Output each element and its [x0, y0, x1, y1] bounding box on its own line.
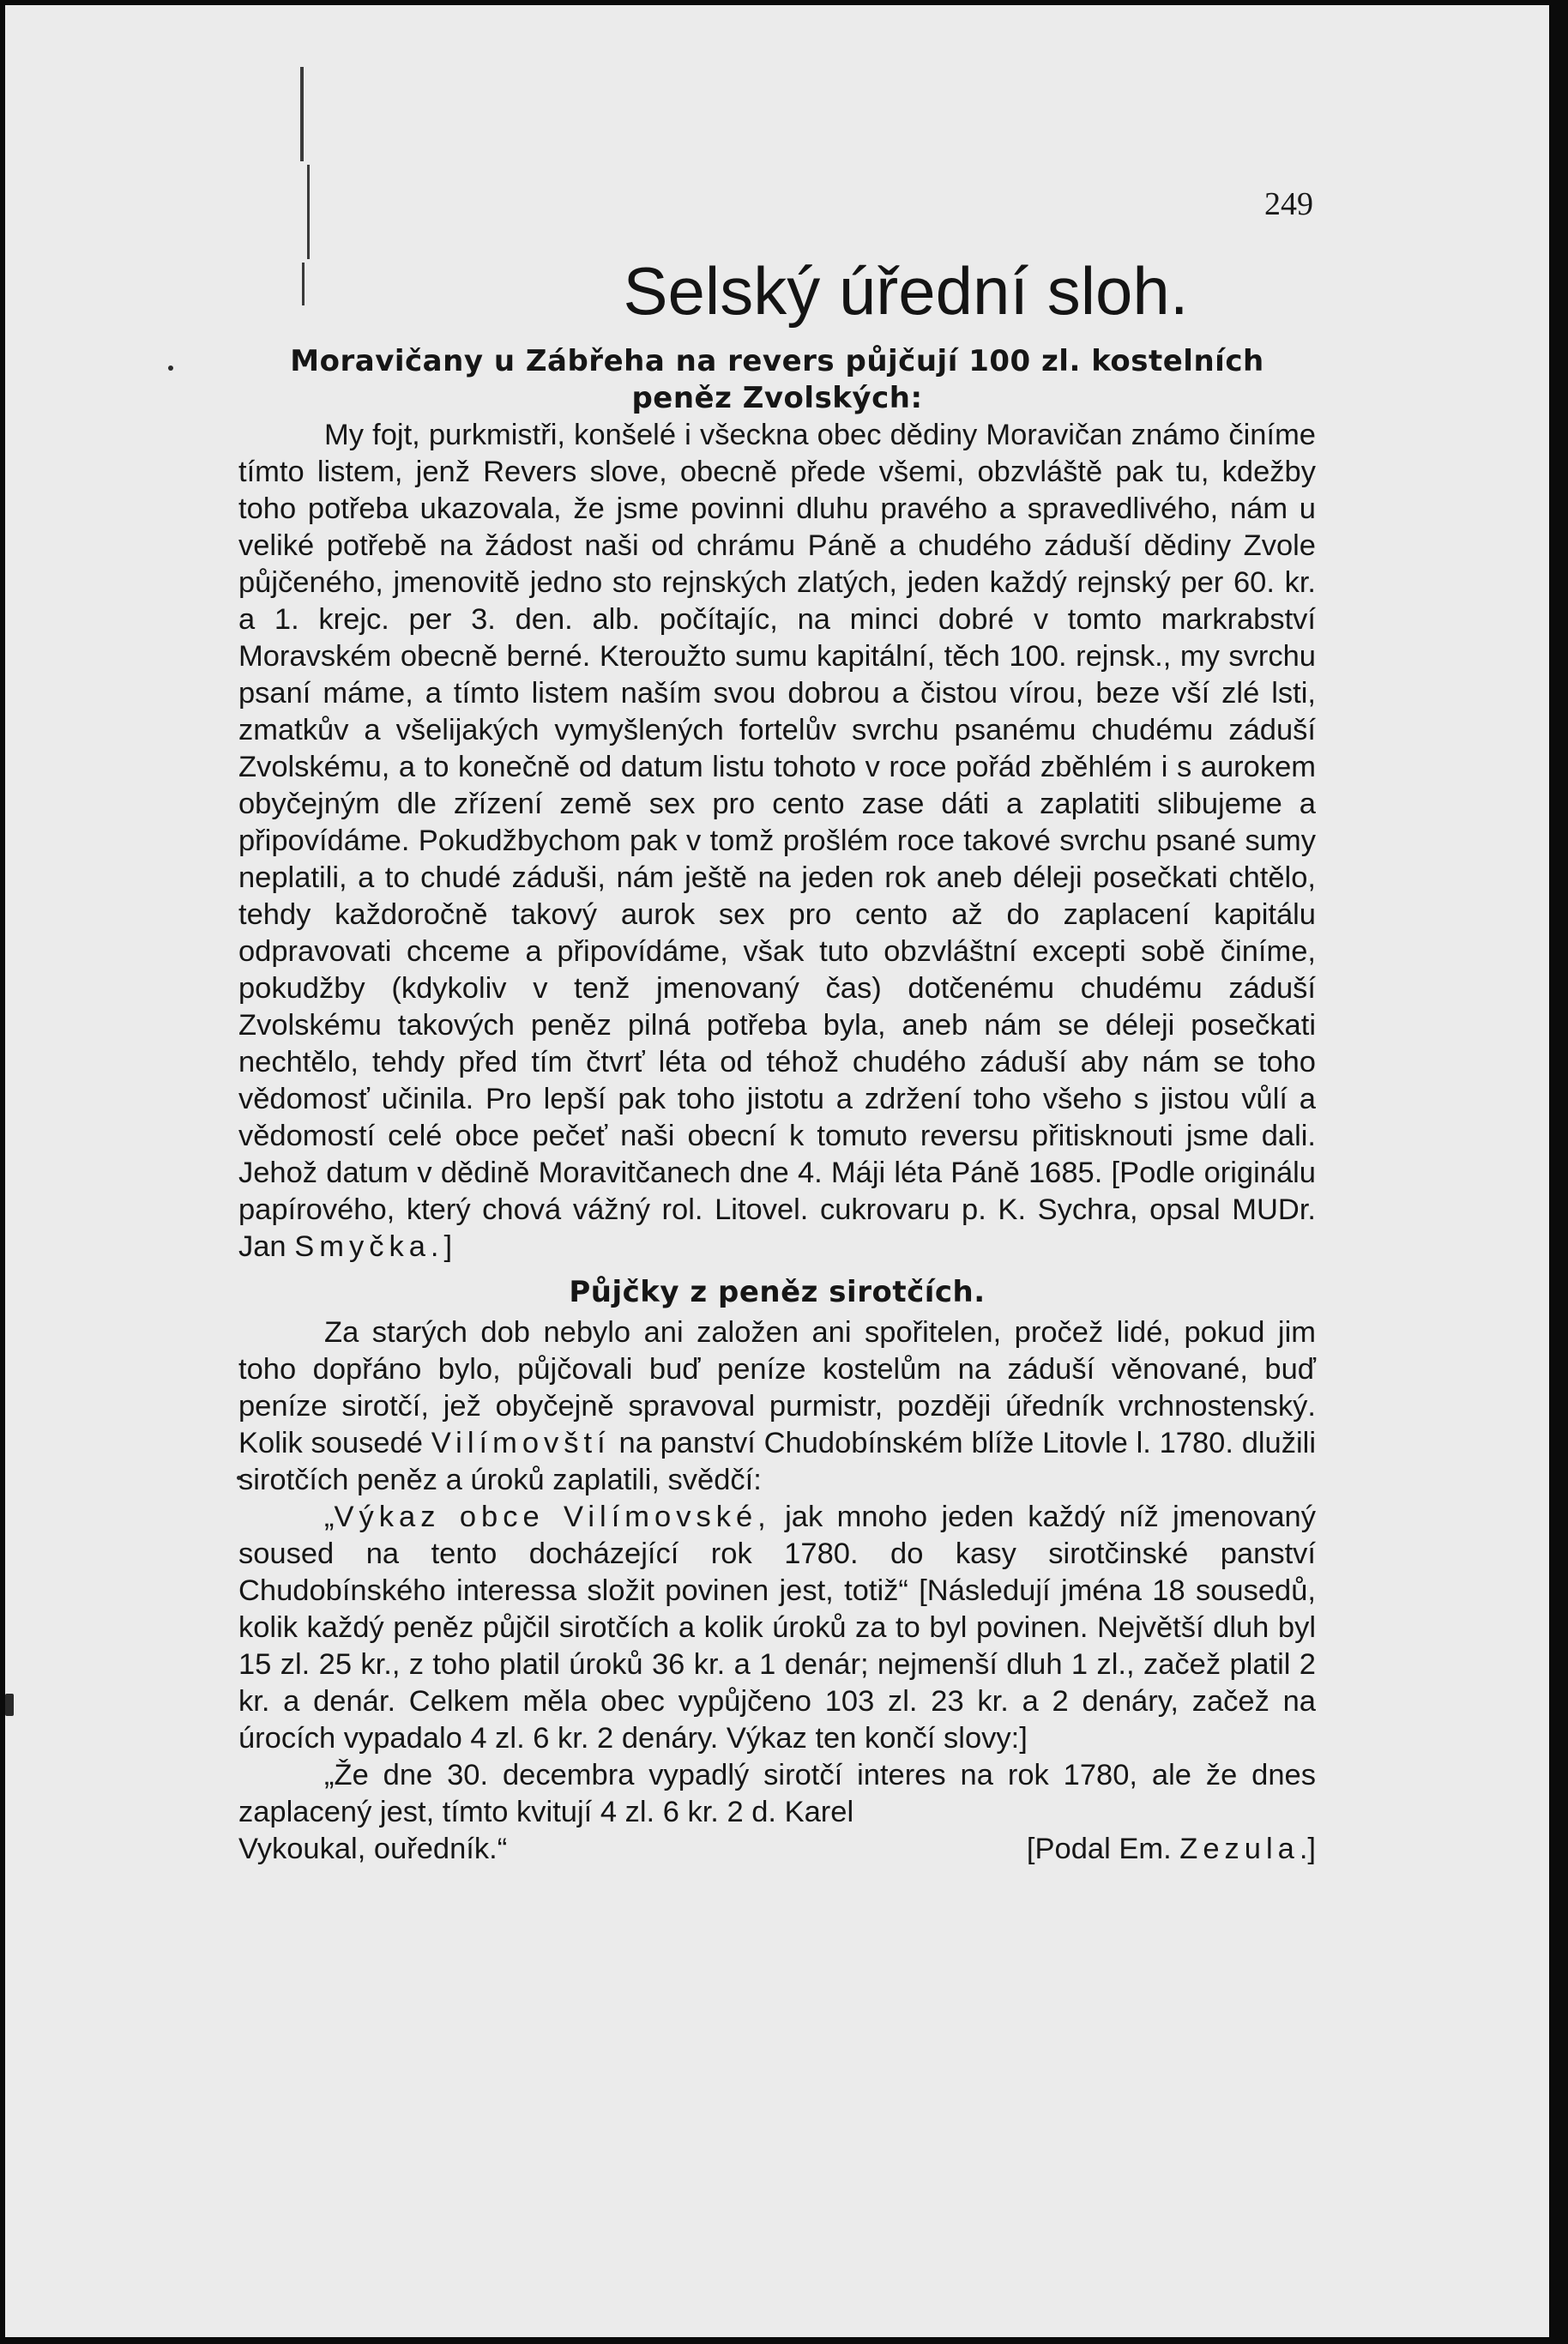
section-2-intro	[238, 1314, 1316, 1499]
page-title: Selský úřední sloh.	[623, 253, 1189, 329]
village-name: Vilímovští	[431, 1427, 611, 1459]
report-text: jak mnoho jeden každý níž jmenovaný soused na tento docházející rok 1780. do kasy sirotčinské panství Chudobínského interessa složit povinen jest, totiž“ [Následují jména 18 sousedů, kolik každý peněz půjčil sirotčích a kolik úroků za to byl povinen. Největší dluh byl 15 zl. 25 kr., z toho platil úroků 36 kr. a 1 denár; nejmenší dluh 1 zl., začež platil 2 kr. a denár. Celkem měla obec vypůjčeno 103 zl. 23 kr. a 2 denáry, začež na úrocích vypadalo 4 zl. 6 kr. 2 denáry. Výkaz ten končí slovy:]	[238, 1501, 1316, 1755]
credit-suffix: .]	[1299, 1833, 1316, 1865]
signature-line	[238, 1831, 1316, 1868]
intro-text-start: Za starých dob nebylo ani založen ani spořitelen, pročež lidé, pokud jim toho dopřáno bylo, půjčovali buď peníze kostelům na záduší věnované, buď peníze sirotčí, jež obyčejně spravoval purmistr, později úředník vrchnostenský. Kolik sousedé	[238, 1316, 1316, 1459]
section-2-heading: Půjčky z peněz sirotčích.	[569, 1275, 986, 1309]
credit-prefix: [Podal Em.	[1026, 1833, 1172, 1865]
submitter-credit	[1027, 1831, 1316, 1868]
transcriber-surname: Smyčka.]	[294, 1230, 458, 1263]
binding-edge-mark	[307, 165, 310, 259]
intro-text-end: na panství Chudobínském blíže Litovle l. 1780. dlužili sirotčích peněz a úroků zaplatili, svědčí:	[238, 1427, 1316, 1496]
revers-body: My fojt, purkmistři, konšelé i všeckna obec dědiny Moravičan známo činíme tímto listem, jenž Revers slove, obecně přede všemi, obzvláště pak tu, kdežby toho potřeba ukazovala, že jsme povinni dluhu pravého a spravedlivého, nám u veliké potřebě na žádost naši od chrámu Páně a chudého záduší dědiny Zvole půjčeného, jmenovitě jedno sto rejnských zlatých, jeden každý rejnský per 60. kr. a 1. krejc. per 3. den. alb. počítajíc, na minci dobré v tomto markrabství Moravském obecně berné. Kteroužto sumu kapitální, těch 100. rejnsk., my svrchu psaní máme, a tímto listem naším svou dobrou a čistou vírou, beze vší zlé lsti, zmatkův a všelijakých vymyšlených fortelův svrchu psanému chudému záduší Zvolskému, a to konečně od datum listu tohoto v roce pořád zběhlém i s aurokem obyčejným dle zřízení země sex pro cento zase dáti a zaplatiti slibujeme a připovídáme. Pokudžbychom pak v tomž prošlém roce takové svrchu psané sumy neplatili, a to chudé záduši, nám ještě na jeden rok aneb déleji posečkati chtělo, tehdy každoročně takový aurok sex pro cento až do zaplacení kapitálu odpravovati chceme a připovídáme, však tuto obzvláštní excepti sobě činíme, pokudžby (kdykoliv v tenž jmenovaný čas) dotčenému chudému záduší Zvolskému takových peněz pilná potřeba byla, aneb nám se déleji posečkati nechtělo, tehdy před tím čtvrť léta od téhož chudého záduší aby nám se toho vědomosť učinila. Pro lepší pak toho jistotu a zdržení toho všeho s jistou vůlí a vědomostí celé obce pečeť naši obecní k tomuto reversu přitisknouti jsme dali. Jehož datum v dědině Moravitčanech dne 4. Máji léta Páně 1685. [Podle originálu papírového, který chová vážný rol. Litovel. cukrovaru p. K. Sychra, opsal MUDr. Jan	[238, 419, 1316, 1263]
ink-speck	[168, 365, 173, 371]
quote-report	[238, 1499, 1316, 1757]
section-1-heading: Moravičany u Zábřeha na revers půjčují 100 zl. kostelních peněz Zvolských:	[290, 344, 1264, 415]
ink-speck	[5, 1694, 14, 1716]
binding-edge-mark	[300, 67, 304, 161]
quote-mark: „	[324, 1501, 335, 1533]
revers-text	[238, 417, 1316, 1266]
scanned-page	[5, 5, 1549, 2337]
page-number: 249	[1264, 186, 1313, 222]
official-signature: Vykoukal, ouředník.“	[238, 1833, 508, 1865]
article-body	[238, 343, 1316, 1868]
report-title: Výkaz obce Vilímovské,	[334, 1501, 771, 1533]
quote-receipt: „Že dne 30. decembra vypadlý sirotčí interes na rok 1780, ale že dnes zaplacený jest, tímto kvitují 4 zl. 6 kr. 2 d. Karel	[238, 1759, 1316, 1828]
submitter-name: Zezula	[1179, 1833, 1300, 1865]
